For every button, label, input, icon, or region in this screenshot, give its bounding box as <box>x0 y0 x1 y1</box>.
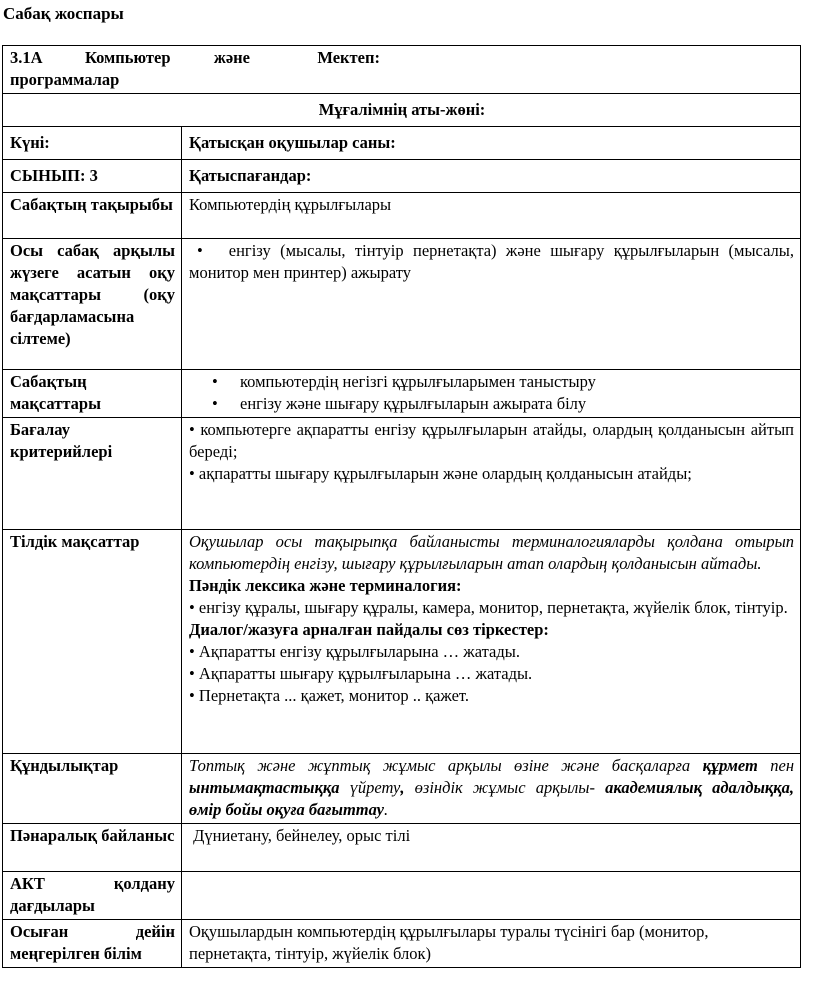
goals-cell <box>182 370 801 418</box>
goals-label: Сабақтың мақсаттары <box>3 370 182 418</box>
lesson-plan-table <box>2 45 801 968</box>
bullet-icon: • <box>189 464 195 483</box>
ict-value <box>182 872 801 920</box>
phrases-heading: Диалог/жазуға арналған пайдалы сөз тіркестер: <box>189 620 549 639</box>
prior-value: Оқушылардын компьютердің құрылғылары туралы түсінігі бар (монитор, пернетақта, тінтуір, жүйелік блок) <box>182 920 801 968</box>
row-prior <box>3 920 801 968</box>
bullet-icon: • <box>212 394 218 413</box>
goal-item: • компьютердің негізгі құрылғыларымен таныстыру <box>212 372 596 391</box>
objective-item: • енгізу (мысалы, тінтуір пернетақта) және шығару құрылғыларын (мысалы, монитор мен принтер) ажырату <box>189 241 794 282</box>
criteria-item: • компьютерге ақпаратты енгізу құрылғыларын атайды, олардың қолданысын айтып береді; <box>189 420 794 461</box>
criteria-label: Бағалау критерийлері <box>3 418 182 530</box>
bullet-icon: • <box>189 420 195 439</box>
row-criteria <box>3 418 801 530</box>
topic-label: Сабақтың тақырыбы <box>3 193 182 239</box>
phrase-item: • Пернетақта ... қажет, монитор .. қажет. <box>189 686 470 705</box>
bullet-icon: • <box>189 598 195 617</box>
date-label: Күні: <box>3 127 182 160</box>
absent-label: Қатыспағандар: <box>182 160 801 193</box>
cross-value: Дүниетану, бейнелеу, орыс тілі <box>182 824 801 872</box>
class-label: СЫНЫП: 3 <box>3 160 182 193</box>
bullet-icon: • <box>212 372 218 391</box>
row-goals <box>3 370 801 418</box>
row-cross <box>3 824 801 872</box>
row-class <box>3 160 801 193</box>
unit-label: 3.1A Компьютер және программалар <box>10 48 250 89</box>
teacher-label: Мұғалімнің аты-жөні: <box>3 94 801 127</box>
row-unit <box>3 46 801 94</box>
row-language <box>3 530 801 754</box>
values-label: Құндылықтар <box>3 754 182 824</box>
language-cell <box>182 530 801 754</box>
language-label: Тілдік мақсаттар <box>3 530 182 754</box>
school-label: Мектеп: <box>317 48 380 67</box>
prior-label: Осыған дейін меңгерілген білім <box>3 920 182 968</box>
bullet-icon: • <box>189 642 195 661</box>
objectives-cell <box>182 239 801 370</box>
row-objectives <box>3 239 801 370</box>
topic-value: Компьютердің құрылғылары <box>182 193 801 239</box>
vocab-item: • енгізу құралы, шығару құралы, камера, монитор, пернетақта, жүйелік блок, тінтуір. <box>189 598 788 617</box>
bullet-icon: • <box>189 664 195 683</box>
row-values <box>3 754 801 824</box>
criteria-cell <box>182 418 801 530</box>
row-date <box>3 127 801 160</box>
cross-label: Пәнаралық байланыс <box>3 824 182 872</box>
cell-unit-school <box>3 46 801 94</box>
ict-label: АКТ қолдану дағдылары <box>3 872 182 920</box>
attended-label: Қатысқан оқушылар саны: <box>182 127 801 160</box>
row-topic <box>3 193 801 239</box>
values-text: Топтық және жұптық жұмыс арқылы өзіне және басқаларға құрмет пен ынтымақтастыққа үйрету, өзіндік жұмыс арқылы- академиялық адалдыққа, өмір бойы оқуға бағыттау. <box>182 754 801 824</box>
phrase-item: • Ақпаратты шығару құрылғыларына … жатады. <box>189 664 533 683</box>
bullet-icon: • <box>189 686 195 705</box>
phrase-item: • Ақпаратты енгізу құрылғыларына … жатады. <box>189 642 520 661</box>
criteria-item: • ақпаратты шығару құрылғыларын және олардың қолданысын атайды; <box>189 464 692 483</box>
objectives-label: Осы сабақ арқылы жүзеге асатын оқу мақсаттары (оқу бағдарламасына сілтеме) <box>3 239 182 370</box>
goal-item: • енгізу және шығару құрылғыларын ажырата білу <box>212 394 587 413</box>
language-intro: Оқушылар осы тақырыпқа байланысты терминалогияларды қолдана отырып компьютердің енгізу, шығару құрылғыларын атап олардың қолданысын айтады. <box>189 532 794 573</box>
document-title: Сабақ жоспары <box>3 4 124 23</box>
row-ict <box>3 872 801 920</box>
bullet-icon: • <box>197 241 203 260</box>
vocab-heading: Пәндік лексика және терминалогия: <box>189 576 462 595</box>
row-teacher <box>3 94 801 127</box>
